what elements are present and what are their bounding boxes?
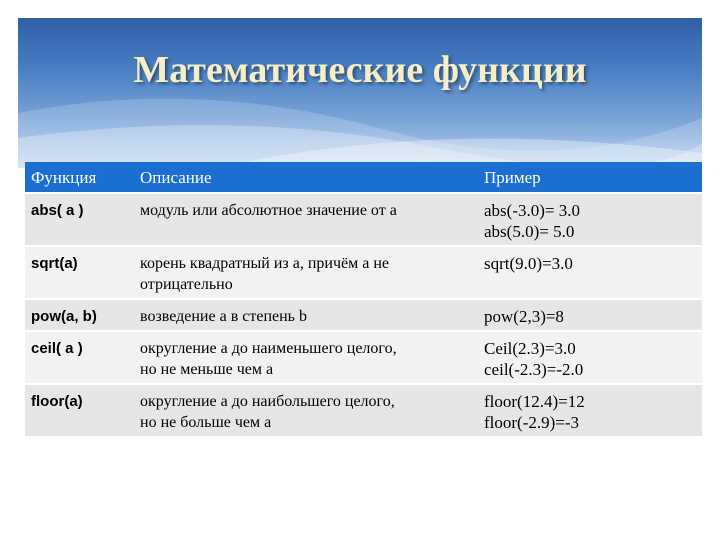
function-description (134, 384, 478, 436)
example-line: floor(-2.9)=-3 (484, 413, 580, 432)
function-description (134, 331, 478, 384)
functions-table (25, 162, 702, 436)
description-line: но не меньше чем a (140, 361, 274, 378)
example-line: pow(2,3)=8 (484, 307, 564, 326)
description-line: корень квадратный из a, причём a не (140, 255, 389, 272)
function-description (134, 299, 478, 331)
function-example (478, 331, 702, 384)
function-name: abs( a ) (25, 193, 134, 246)
example-line: floor(12.4)=12 (484, 392, 585, 411)
description-line: округление a до наибольшего целого, (140, 393, 395, 410)
function-name: pow(a, b) (25, 299, 134, 331)
example-line: abs(5.0)= 5.0 (484, 222, 575, 241)
function-description (134, 246, 478, 299)
description-line: отрицательно (140, 276, 233, 293)
table-row (25, 193, 702, 246)
example-line: Ceil(2.3)=3.0 (484, 339, 576, 358)
header-function: Функция (25, 162, 134, 193)
header-example: Пример (478, 162, 702, 193)
example-line: ceil(-2.3)=-2.0 (484, 360, 584, 379)
description-line: но не больше чем a (140, 414, 272, 431)
example-line: abs(-3.0)= 3.0 (484, 201, 580, 220)
header-description: Описание (134, 162, 478, 193)
function-description (134, 193, 478, 246)
header-wave-decoration (18, 18, 702, 168)
slide-title: Математические функции (133, 49, 587, 91)
function-example (478, 193, 702, 246)
description-line: модуль или абсолютное значение от a (140, 202, 397, 219)
function-example (478, 246, 702, 299)
table-row (25, 299, 702, 331)
table-row (25, 384, 702, 436)
function-example (478, 299, 702, 331)
function-name: ceil( a ) (25, 331, 134, 384)
table-header-row (25, 162, 702, 193)
slide-header (18, 18, 702, 168)
example-line: sqrt(9.0)=3.0 (484, 254, 573, 273)
description-line: возведение a в степень b (140, 308, 307, 325)
function-example (478, 384, 702, 436)
function-name: sqrt(a) (25, 246, 134, 299)
description-line: округление a до наименьшего целого, (140, 340, 397, 357)
table-row (25, 246, 702, 299)
function-name: floor(a) (25, 384, 134, 436)
table-row (25, 331, 702, 384)
